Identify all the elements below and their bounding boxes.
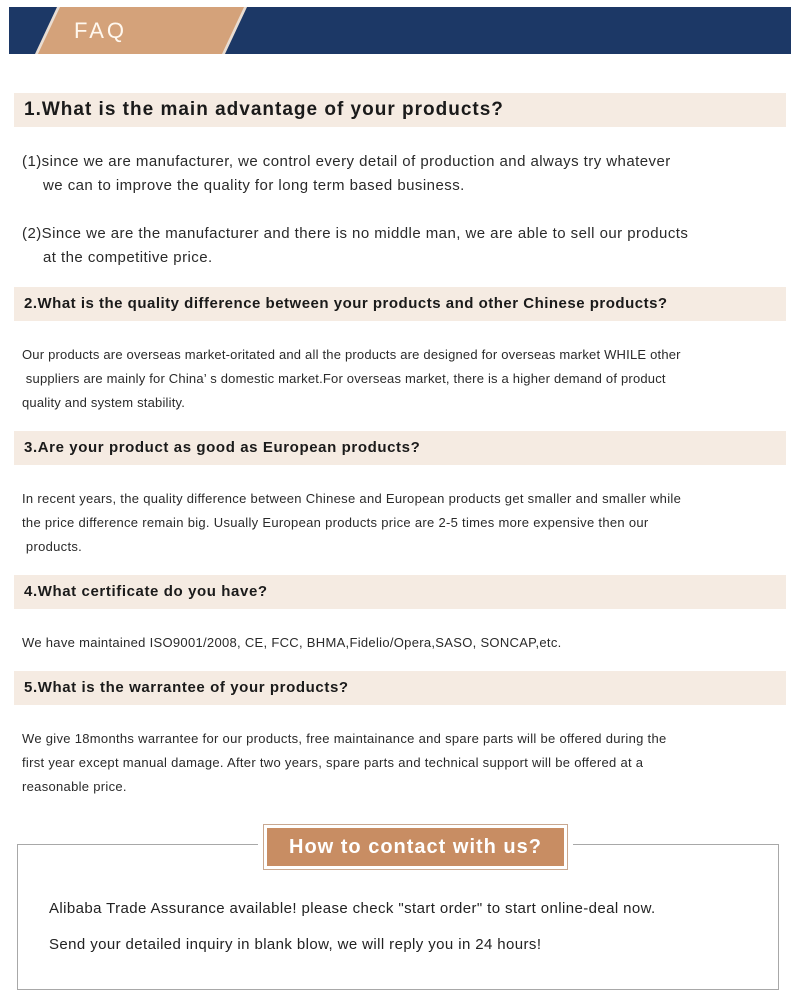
faq-answer-5 <box>22 727 798 799</box>
answer-line: products. <box>22 539 83 554</box>
answer-line: (1)since we are manufacturer, we control every detail of production and always try whatever <box>22 153 671 170</box>
faq-question-1-text: 1.What is the main advantage of your products? <box>24 99 504 120</box>
faq-question-4 <box>14 575 786 609</box>
contact-heading: How to contact with us? <box>267 828 564 866</box>
answer-line: at the competitive price. <box>43 249 213 266</box>
answer-line: reasonable price. <box>22 779 127 794</box>
answer-line: first year except manual damage. After two years, spare parts and technical support will be offered at a <box>22 755 644 770</box>
contact-heading-badge <box>263 824 568 870</box>
faq-answer-3 <box>22 487 798 559</box>
faq-answer-2 <box>22 343 798 415</box>
faq-question-1 <box>14 93 786 127</box>
faq-question-5-text: 5.What is the warrantee of your products? <box>24 679 349 696</box>
faq-question-4-text: 4.What certificate do you have? <box>24 583 268 600</box>
faq-header-tab <box>35 7 247 54</box>
answer-line: In recent years, the quality difference between Chinese and European products get smaller and smaller while <box>22 491 682 506</box>
faq-question-2 <box>14 287 786 321</box>
faq-question-3-text: 3.Are your product as good as European products? <box>24 439 421 456</box>
contact-line-trade-assurance: Alibaba Trade Assurance available! please check "start order" to start online-deal now. <box>49 900 656 917</box>
answer-line: we can to improve the quality for long term based business. <box>43 177 465 194</box>
faq-question-2-text: 2.What is the quality difference between your products and other Chinese products? <box>24 295 668 312</box>
answer-line: We have maintained ISO9001/2008, CE, FCC, BHMA,Fidelio/Opera,SASO, SONCAP,etc. <box>22 635 562 650</box>
faq-header-banner <box>9 7 791 54</box>
answer-line: (2)Since we are the manufacturer and there is no middle man, we are able to sell our products <box>22 225 689 242</box>
answer-line: the price difference remain big. Usually European products price are 2-5 times more expensive then our <box>22 515 649 530</box>
faq-question-3 <box>14 431 786 465</box>
faq-title: FAQ <box>74 18 128 43</box>
contact-line-inquiry: Send your detailed inquiry in blank blow, we will reply you in 24 hours! <box>49 936 542 953</box>
answer-line: Our products are overseas market-oritated and all the products are designed for overseas market WHILE other <box>22 347 681 362</box>
faq-question-5 <box>14 671 786 705</box>
answer-line: quality and system stability. <box>22 395 186 410</box>
faq-answer-4 <box>22 631 798 655</box>
answer-line: We give 18months warrantee for our products, free maintainance and spare parts will be offered during the <box>22 731 667 746</box>
answer-line: suppliers are mainly for China’ s domestic market.For overseas market, there is a higher demand of product <box>22 371 666 386</box>
faq-answer-1 <box>22 150 798 270</box>
